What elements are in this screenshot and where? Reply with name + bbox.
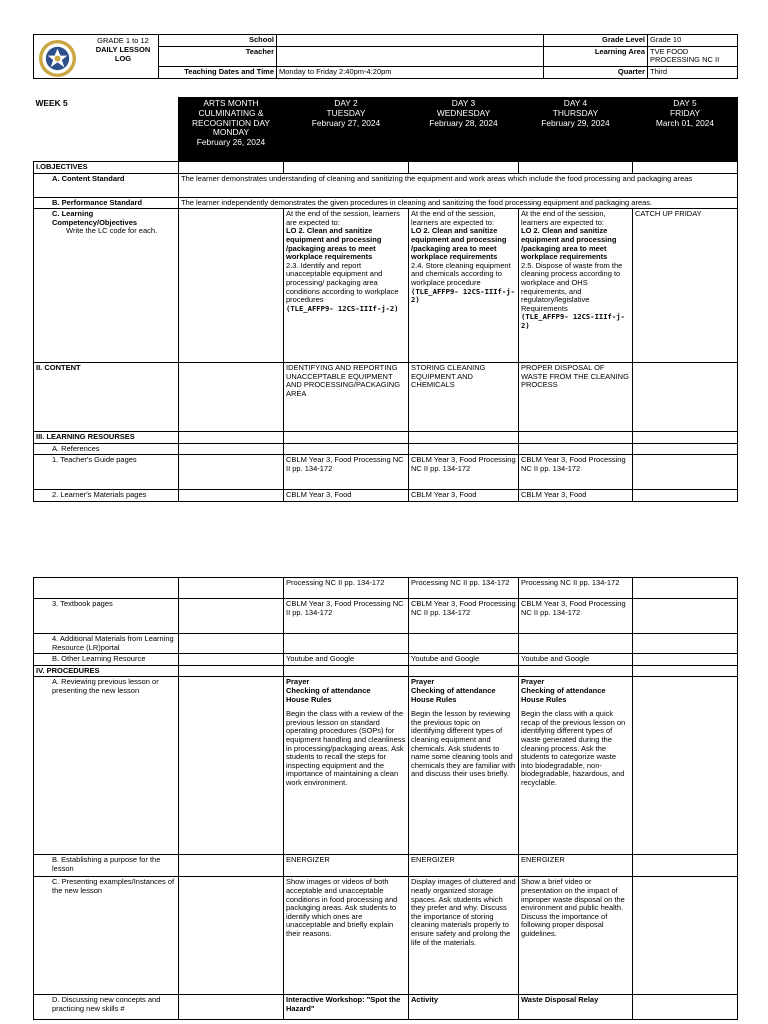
- teacher-value: [277, 46, 544, 66]
- content-standard-text: The learner demonstrates understanding of cleaning and sanitizing the equipment and work areas which include the food processing and packaging areas: [179, 173, 738, 197]
- day4-objectives: At the end of the session, learners are expected to: LO 2. Clean and sanitize equipment and processing /packaging area to meet workplace requirements 2.5. Dispose of waste from the cleaning process according to workplace and OHS requirements, and regulatory/legislative Requirements (TLE_AFFP9- 12CS-IIIf-j-2): [519, 209, 633, 363]
- performance-standard-text: The learner independently demonstrates the given procedures in cleaning and sanitizing the food processing equipment and packaging areas.: [179, 197, 738, 209]
- logo-cell: [34, 35, 159, 79]
- content-day3: STORING CLEANING EQUIPMENT AND CHEMICALS: [409, 363, 519, 432]
- content-standard-label: A. Content Standard: [34, 173, 179, 197]
- examples-day3: Display images of cluttered and neatly organized storage spaces. Ask students which they prefer and why. Discuss the importance of storing cleaning materials properly to ensure safety and prolong the life of the materials.: [409, 877, 519, 995]
- day5-header: DAY 5 FRIDAY March 01, 2024: [633, 98, 738, 162]
- review-day3: Prayer Checking of attendance House Rules Begin the lesson by reviewing the previous topic on identifying different types of cleaning equipment and chemicals. Ask students to name some cleaning tools and chemicals they are familiar with and discuss their uses briefly.: [409, 677, 519, 855]
- discussing-day4: Waste Disposal Relay: [519, 995, 633, 1020]
- textbook-label: 3. Textbook pages: [34, 599, 179, 634]
- other-day4: Youtube and Google: [519, 654, 633, 666]
- grade-level-label: Grade Level: [544, 35, 648, 47]
- tb-day2: CBLM Year 3, Food Processing NC II pp. 134-172: [284, 599, 409, 634]
- school-value: [277, 35, 544, 47]
- other-day2: Youtube and Google: [284, 654, 409, 666]
- establishing-purpose-label: B. Establishing a purpose for the lesson: [34, 855, 179, 877]
- grade-range: GRADE 1 to 12: [97, 36, 149, 45]
- tg-day2: CBLM Year 3, Food Processing NC II pp. 134-172: [284, 455, 409, 490]
- lm-day3-rest: Processing NC II pp. 134-172: [409, 578, 519, 599]
- additional-materials-label: 4. Additional Materials from Learning Resource (LR)portal: [34, 634, 179, 654]
- lm-day2-rest: Processing NC II pp. 134-172: [284, 578, 409, 599]
- other-resources-label: B. Other Learning Resource: [34, 654, 179, 666]
- quarter-value: Third: [648, 66, 738, 78]
- dates-value: Monday to Friday 2:40pm-4:20pm: [277, 66, 544, 78]
- reviewing-lesson-label: A. Reviewing previous lesson or presenting the new lesson: [34, 677, 179, 855]
- tg-day3: CBLM Year 3, Food Processing NC II pp. 134-172: [409, 455, 519, 490]
- discussing-concepts-label: D. Discussing new concepts and practicing new skills #: [34, 995, 179, 1020]
- week-label: WEEK 5: [35, 97, 68, 108]
- teachers-guide-label: 1. Teacher's Guide pages: [34, 455, 179, 490]
- discussing-day2: Interactive Workshop: "Spot the Hazard": [284, 995, 409, 1020]
- grade-level-value: Grade 10: [648, 35, 738, 47]
- review-day2: Prayer Checking of attendance House Rules Begin the class with a review of the previous lesson on standard operating procedures (SOPs) for equipment handling and cleanliness in processing/packaging areas. Ask students to recall the steps for inspecting equipment and the importance of maintaining a clean work environment.: [284, 677, 409, 855]
- tg-day4: CBLM Year 3, Food Processing NC II pp. 134-172: [519, 455, 633, 490]
- procedures-title: IV. PROCEDURES: [34, 665, 179, 677]
- learning-competency-label: C. Learning Competency/Objectives: [52, 209, 138, 227]
- presenting-examples-label: C. Presenting examples/Instances of the new lesson: [34, 877, 179, 995]
- objectives-title: I.OBJECTIVES: [34, 162, 179, 174]
- teacher-label: Teacher: [159, 46, 277, 66]
- dates-label: Teaching Dates and Time: [159, 66, 277, 78]
- lc-code-note: Write the LC code for each.: [66, 226, 158, 236]
- day4-header: DAY 4 THURSDAY February 29, 2024: [519, 98, 633, 162]
- references-label: A. References: [34, 443, 179, 455]
- learners-materials-label: 2. Learner's Materials pages: [34, 490, 179, 502]
- day2-header: DAY 2 TUESDAY February 27, 2024: [284, 98, 409, 162]
- other-day3: Youtube and Google: [409, 654, 519, 666]
- school-label: School: [159, 35, 277, 47]
- learning-area-label: Learning Area: [544, 46, 648, 66]
- header-table: [33, 34, 738, 95]
- discussing-day3: Activity: [409, 995, 519, 1020]
- performance-standard-label: B. Performance Standard: [34, 197, 179, 209]
- purpose-day3: ENERGIZER: [409, 855, 519, 877]
- learning-area-value: TVE FOOD PROCESSING NC II: [648, 46, 738, 66]
- examples-day4: Show a brief video or presentation on the impact of improper waste disposal on the environment and public health. Discuss the importance of following proper disposal guidelines.: [519, 877, 633, 995]
- lm-day4-rest: Processing NC II pp. 134-172: [519, 578, 633, 599]
- lesson-table-page1: [33, 97, 738, 502]
- quarter-label: Quarter: [544, 66, 648, 78]
- resources-title: III. LEARNING RESOURSES: [34, 432, 179, 444]
- content-day4: PROPER DISPOSAL OF WASTE FROM THE CLEANING PROCESS: [519, 363, 633, 432]
- day3-header: DAY 3 WEDNESDAY February 28, 2024: [409, 98, 519, 162]
- lm-day3-top: CBLM Year 3, Food: [409, 490, 519, 502]
- tb-day4: CBLM Year 3, Food Processing NC II pp. 134-172: [519, 599, 633, 634]
- learning-competency-cell: [34, 209, 179, 363]
- purpose-day4: ENERGIZER: [519, 855, 633, 877]
- content-title: II. CONTENT: [34, 363, 179, 432]
- day2-objectives: At the end of the session, learners are expected to: LO 2. Clean and sanitize equipment and processing /packaging areas to meet workplace requirements 2.3. Identify and report unacceptable equipment and processing/ packaging area conditions according to workplace procedures (TLE_AFFP9- 12CS-IIIf-j-2): [284, 209, 409, 363]
- lm-day2-top: CBLM Year 3, Food: [284, 490, 409, 502]
- day1-header: ARTS MONTH CULMINATING & RECOGNITION DAY MONDAY February 26, 2024: [179, 98, 284, 162]
- lm-day4-top: CBLM Year 3, Food: [519, 490, 633, 502]
- purpose-day2: ENERGIZER: [284, 855, 409, 877]
- day3-objectives: At the end of the session, learners are expected to: LO 2. Clean and sanitize equipment and processing /packaging area to meet workplace requirements 2.4. Store cleaning equipment and chemicals according to workplace procedure (TLE_AFFP9- 12CS-IIIf-j-2): [409, 209, 519, 363]
- content-day2: IDENTIFYING AND REPORTING UNACCEPTABLE EQUIPMENT AND PROCESSING/PACKAGING AREA: [284, 363, 409, 432]
- tb-day3: CBLM Year 3, Food Processing NC II pp. 134-172: [409, 599, 519, 634]
- review-day4: Prayer Checking of attendance House Rules Begin the class with a quick recap of the previous lesson on identifying different types of waste generated during the cleaning process. Ask the students to categorize waste into biodegradable, non-biodegradable, hazardous, and recyclable.: [519, 677, 633, 855]
- log-title: DAILY LESSON LOG: [95, 45, 151, 63]
- examples-day2: Show images or videos of both acceptable and unacceptable conditions in food processing and packaging areas. Ask students to identify which ones are unacceptable and briefly explain their reasons.: [284, 877, 409, 995]
- lesson-table-page2: [33, 577, 738, 1020]
- day5-catchup: CATCH UP FRIDAY: [633, 209, 738, 363]
